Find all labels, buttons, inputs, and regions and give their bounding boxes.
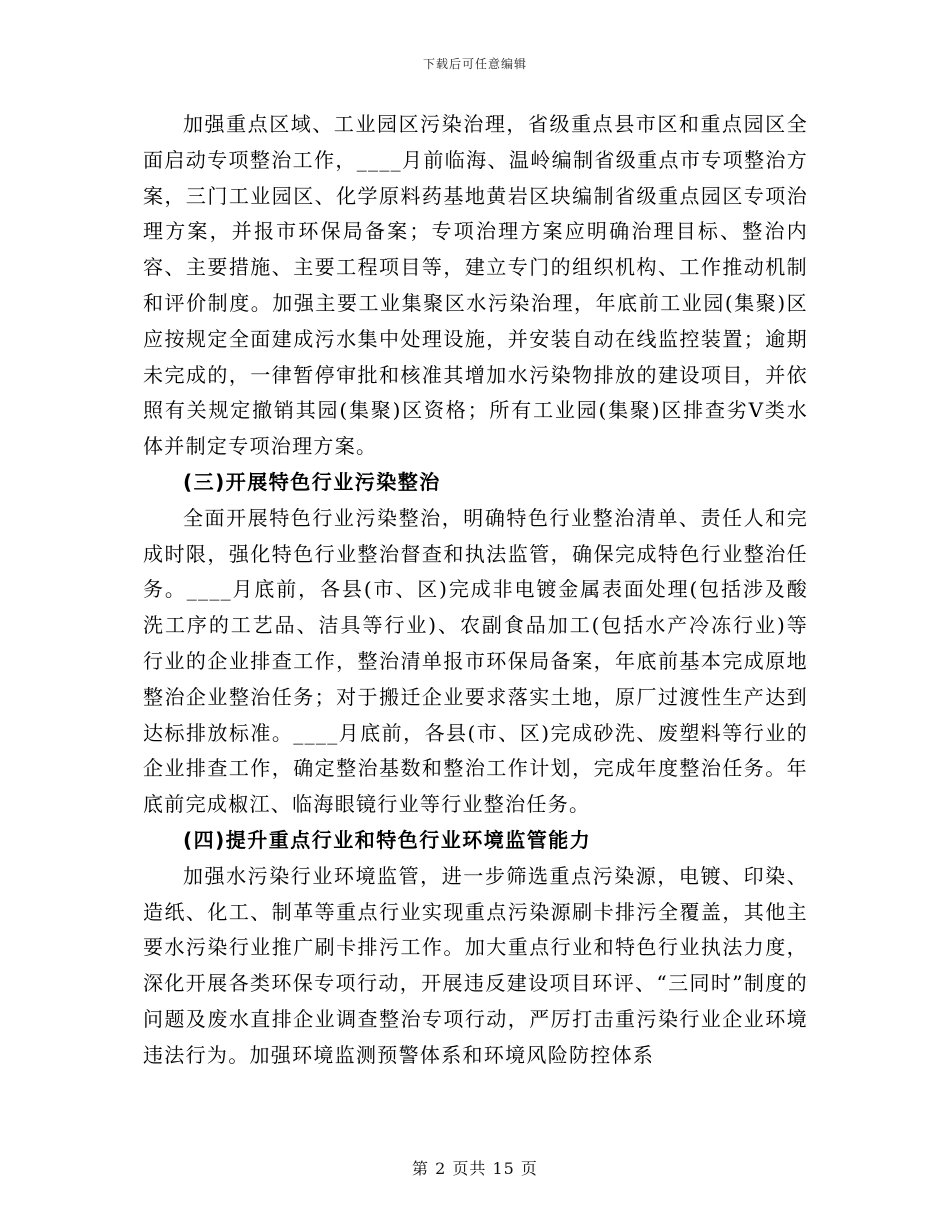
document-body <box>143 107 808 1074</box>
section-heading-4: (四)提升重点行业和特色行业环境监管能力 <box>183 827 592 852</box>
page-footer: 第 2 页共 15 页 <box>412 1159 538 1178</box>
paragraph-special-industries: 全面开展特色行业污染整治，明确特色行业整治清单、责任人和完成时限，强化特色行业整治督查和执法监管，确保完成特色行业整治任务。____月底前，各县(市、区)完成非电镀金属表面处理(包括涉及酸洗工序的工艺品、洁具等行业)、农副食品加工(包括水产冷冻行业)等行业的企业排查工作，整治清单报市环保局备案，年底前基本完成原地整治企业整治任务；对于搬迁企业要求落实土地，原厂过渡性生产达到达标排放标准。____月底前，各县(市、区)完成砂洗、废塑料等行业的企业排查工作，确定整治基数和整治工作计划，完成年度整治任务。年底前完成椒江、临海眼镜行业等行业整治任务。 <box>143 505 808 817</box>
paragraph-industrial-zones: 加强重点区域、工业园区污染治理，省级重点县市区和重点园区全面启动专项整治工作，____月前临海、温岭编制省级重点市专项整治方案，三门工业园区、化学原料药基地黄岩区块编制省级重点园区专项治理方案，并报市环保局备案；专项治理方案应明确治理目标、整治内容、主要措施、主要工程项目等，建立专门的组织机构、工作推动机制和评价制度。加强主要工业集聚区水污染治理，年底前工业园(集聚)区应按规定全面建成污水集中处理设施，并安装自动在线监控装置；逾期未完成的，一律暂停审批和核准其增加水污染物排放的建设项目，并依照有关规定撤销其园(集聚)区资格；所有工业园(集聚)区排查劣Ⅴ类水体并制定专项治理方案。 <box>143 112 808 459</box>
section-heading-3: (三)开展特色行业污染整治 <box>183 469 441 494</box>
paragraph-monitoring: 加强水污染行业环境监管，进一步筛选重点污染源，电镀、印染、造纸、化工、制革等重点行业实现重点污染源刷卡排污全覆盖，其他主要水污染行业推广刷卡排污工作。加大重点行业和特色行业执法力度，深化开展各类环保专项行动，开展违反建设项目环评、“三同时”制度的问题及废水直排企业调查整治专项行动，严厉打击重污染行业企业环境违法行为。加强环境监测预警体系和环境风险防控体系 <box>143 863 808 1067</box>
page-header: 下载后可任意编辑 <box>422 57 527 71</box>
